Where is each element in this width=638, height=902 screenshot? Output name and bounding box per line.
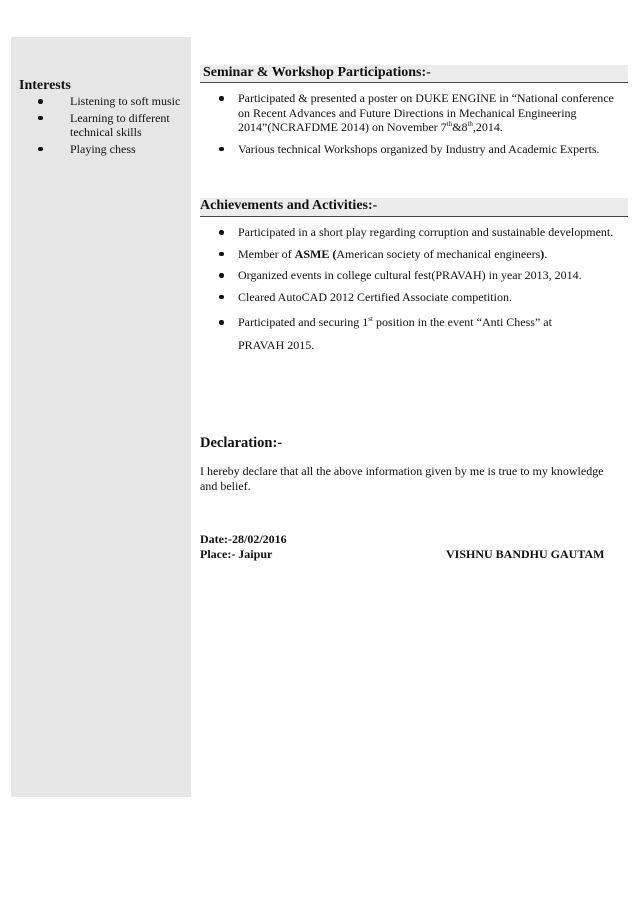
list-item: Listening to soft music [70,94,181,108]
date-line: Date:-28/02/2016 [200,532,287,546]
interests-heading: Interests [19,78,71,93]
seminar-list [219,91,614,163]
list-item: Organized events in college cultural fest(PRAVAH) in year 2013, 2014. [238,268,582,282]
achievements-list [219,225,614,364]
list-item: Member of ASME (American society of mechanical engineers). [238,246,548,261]
list-item: Playing chess [70,141,136,156]
achievements-heading: Achievements and Activities:- [200,198,628,217]
interests-list [38,94,183,158]
list-item: Various technical Workshops organized by Industry and Academic Experts. [238,141,600,156]
declaration-heading: Declaration:- [200,435,283,451]
place-line: Place:- Jaipur [200,547,273,561]
list-item: Cleared AutoCAD 2012 Certified Associate competition. [238,289,512,304]
list-item: Learning to different technical skills [70,110,170,139]
signature-name: VISHNU BANDHU GAUTAM [446,547,605,561]
seminar-heading: Seminar & Workshop Participations:- [200,65,628,83]
list-item: Participated and securing 1st position in the event “Anti Chess” at PRAVAH 2015. [238,315,552,352]
list-item: Participated in a short play regarding corruption and sustainable development. [238,225,614,239]
declaration-text: I hereby declare that all the above information given by me is true to my knowledge and belief. [200,464,604,493]
list-item: Participated & presented a poster on DUKE ENGINE in “National conference on Recent Advances and Future Directions in Mechanical Engineering 2014”(NCRAFDME 2014) on November 7th&8th,2014. [238,91,614,134]
